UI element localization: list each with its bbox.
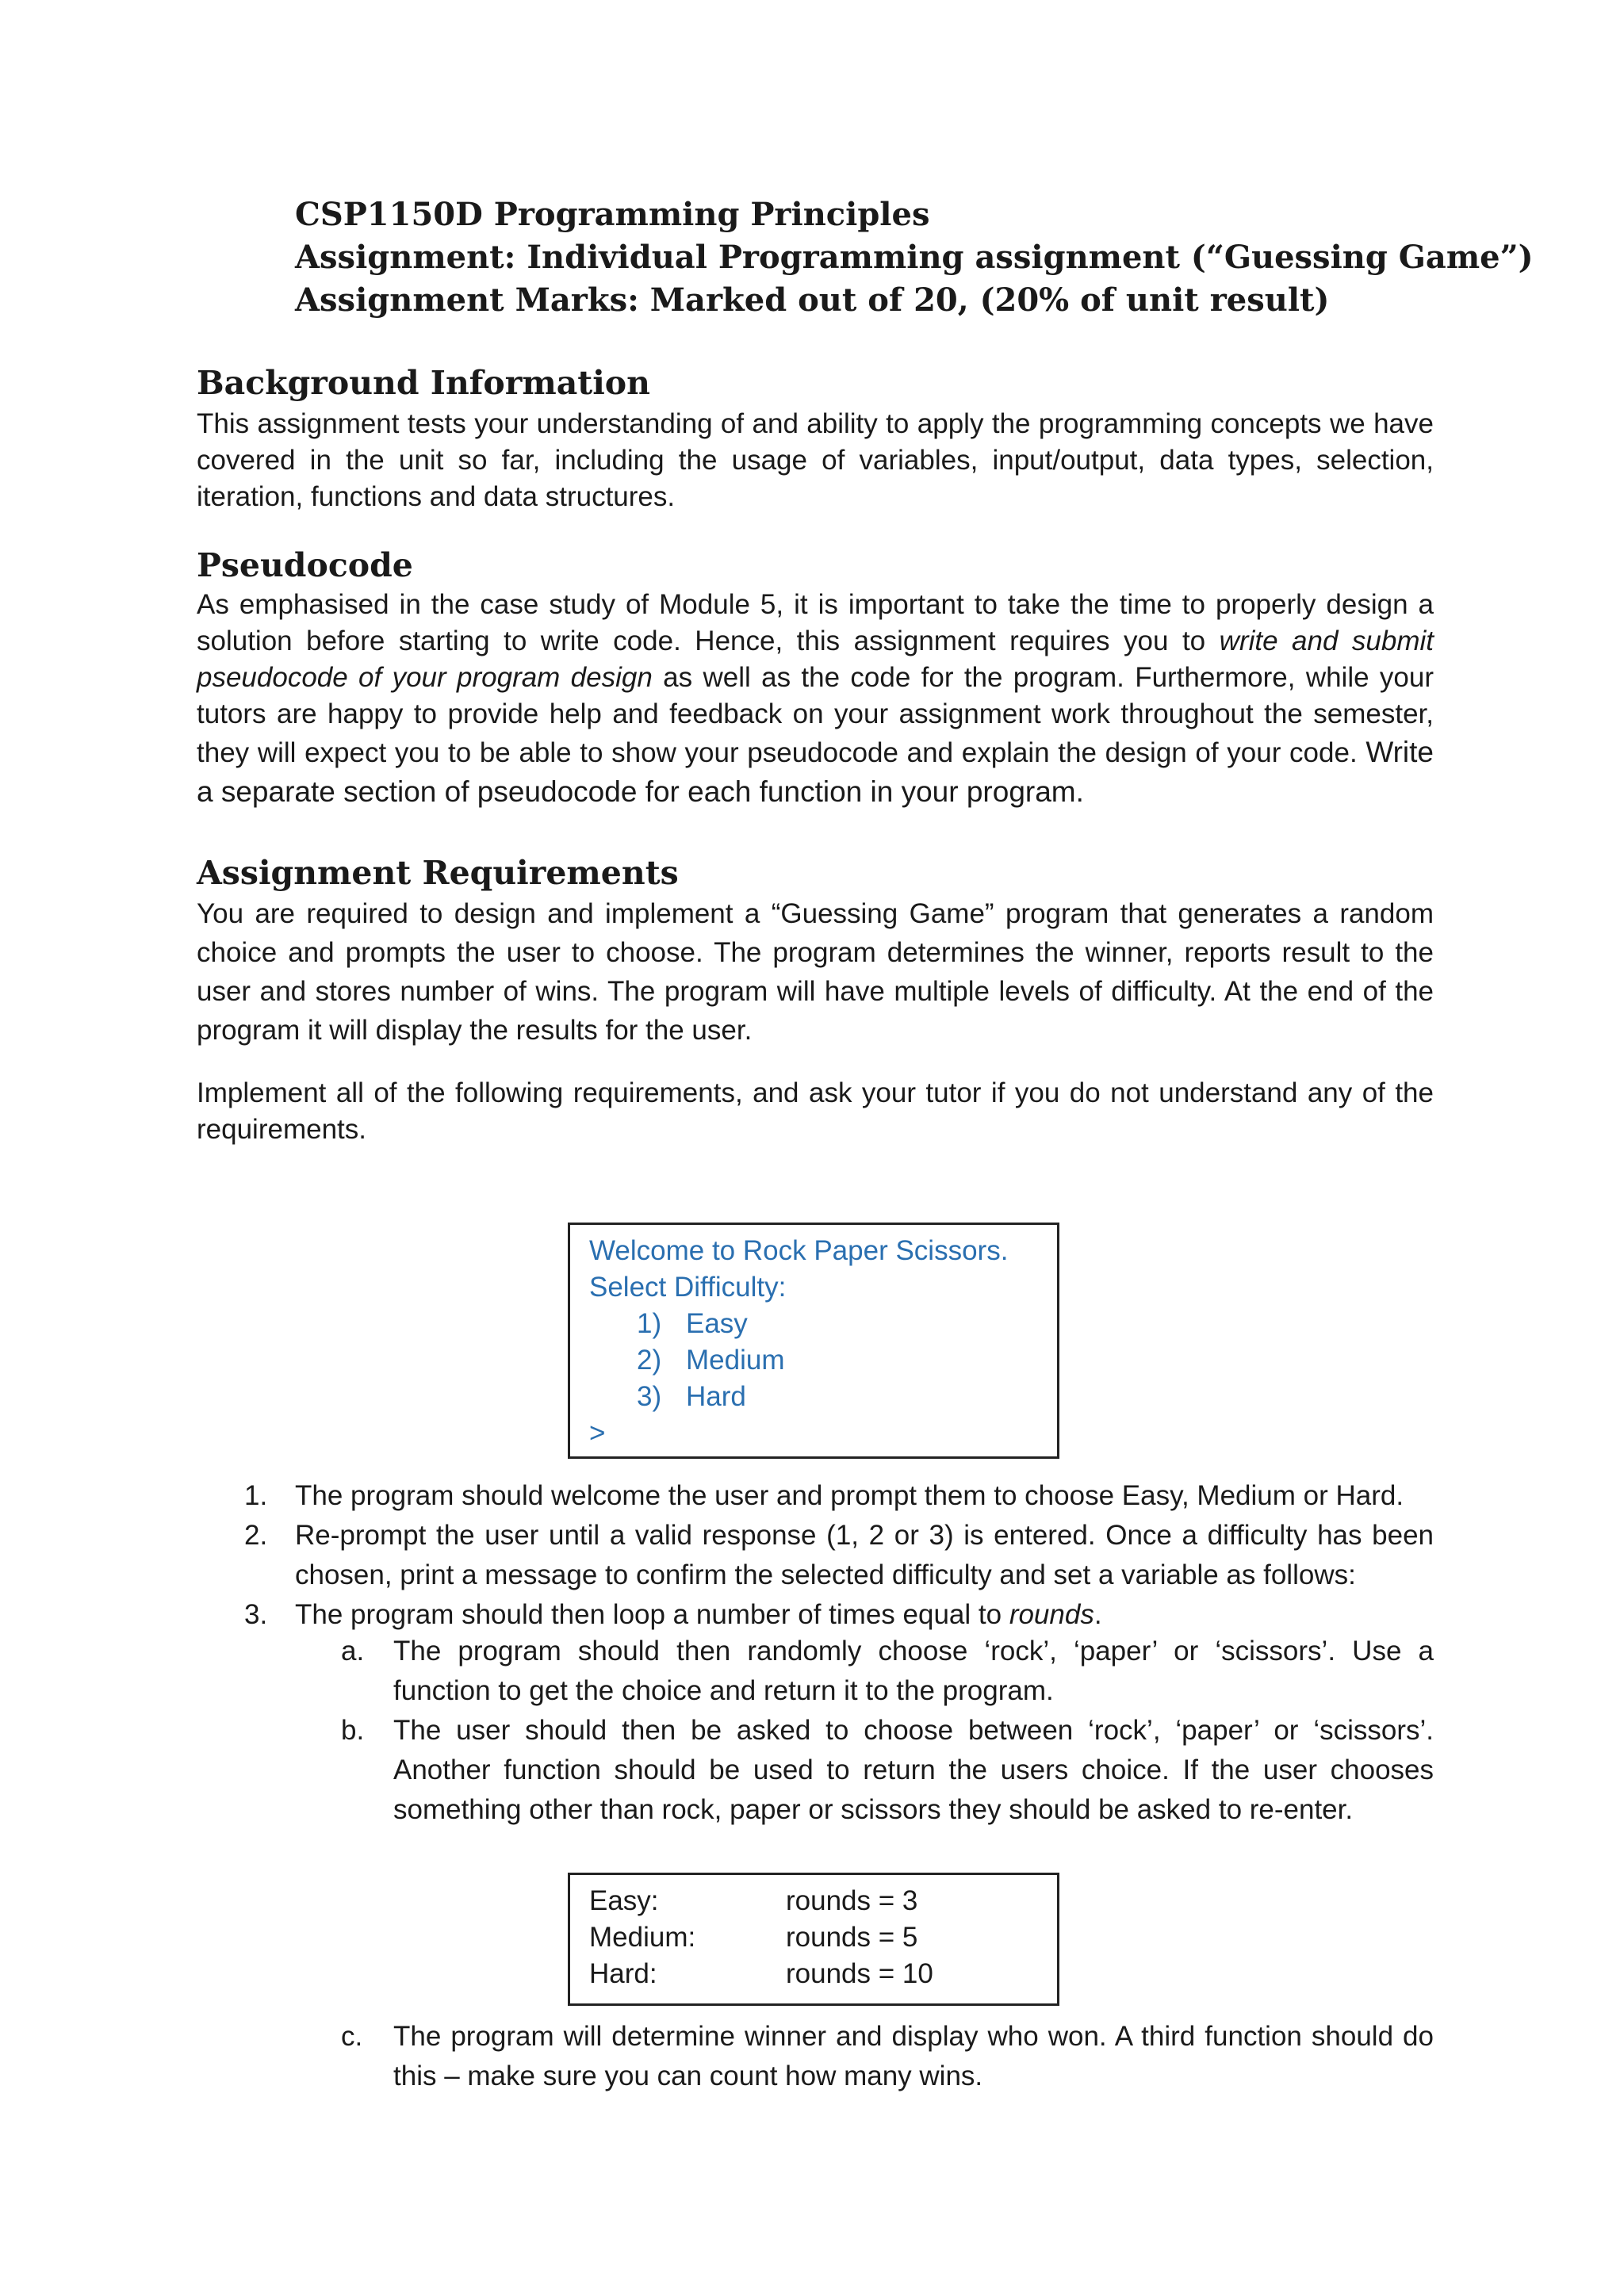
menu-prompt: > xyxy=(589,1418,606,1448)
sub-list-marker: a. xyxy=(341,1636,365,1667)
pseudocode-text-b: as well as the code for the program. Furthermore, while your tutors are happy to provide help and feedback on your assignment work throughout the semester, they will expect you to be able to show your pseudocode and explain the design of your code. xyxy=(197,662,1434,768)
rounds-value: rounds = 10 xyxy=(786,1958,933,1989)
rounds-label: Medium: xyxy=(589,1922,696,1953)
rounds-label: Easy: xyxy=(589,1885,659,1916)
pseudocode-emphasis: write and submit pseudocode of your program design xyxy=(197,626,1434,693)
menu-option-num: 2) xyxy=(637,1345,662,1376)
sub-list-marker: b. xyxy=(341,1715,365,1746)
menu-option-hard xyxy=(589,1379,1038,1415)
assignment-marks: Assignment Marks: Marked out of 20, (20% of unit result) xyxy=(295,281,1330,319)
rounds-label: Hard: xyxy=(589,1958,657,1989)
unit-title: CSP1150D Programming Principles xyxy=(295,196,930,233)
background-heading: Background Information xyxy=(197,364,650,402)
menu-option-medium xyxy=(589,1342,1038,1379)
sub-list-item xyxy=(295,2017,1434,2096)
assignment-title: Assignment: Individual Programming assignment (“Guessing Game”) xyxy=(295,239,1534,276)
sub-list-c xyxy=(295,2017,1434,2096)
sub-list-text: The program should then randomly choose ‘rock’, ‘paper’ or ‘scissors’. Use a function to get the choice and return it to the program. xyxy=(393,1636,1434,1706)
menu-option-label: Easy xyxy=(686,1308,748,1339)
sub-list-marker: c. xyxy=(341,2021,363,2052)
rounds-row xyxy=(589,1956,1038,1992)
rounds-value: rounds = 5 xyxy=(786,1922,918,1953)
rounds-table-box xyxy=(568,1873,1059,2006)
rounds-row xyxy=(589,1883,1038,1919)
list-marker: 3. xyxy=(244,1599,268,1630)
menu-option-easy xyxy=(589,1306,1038,1342)
menu-option-num: 1) xyxy=(637,1308,662,1339)
rounds-value: rounds = 3 xyxy=(786,1885,918,1916)
requirements-implement: Implement all of the following requirements, and ask your tutor if you do not understand any of the requirements. xyxy=(197,1077,1434,1145)
list-marker: 2. xyxy=(244,1520,268,1551)
list-item xyxy=(197,1595,1434,1635)
list-item xyxy=(197,1516,1434,1595)
list-item-text-b: . xyxy=(1094,1599,1102,1630)
requirements-heading: Assignment Requirements xyxy=(197,854,679,892)
sub-list-item xyxy=(295,1632,1434,1711)
requirements-intro: You are required to design and implement a “Guessing Game” program that generates a random choice and prompts the user to choose. The program determines the winner, reports result to the user and stores number of wins. The program will have multiple levels of difficulty. At the end of the program it will display the results for the user. xyxy=(197,898,1434,1046)
list-item-text: Re-prompt the user until a valid response (1, 2 or 3) is entered. Once a difficulty has been chosen, print a message to confirm the selected difficulty and set a variable as follows: xyxy=(295,1520,1434,1590)
sub-list-text: The program will determine winner and display who won. A third function should do this – make sure you can count how many wins. xyxy=(393,2021,1434,2091)
difficulty-menu-box xyxy=(568,1223,1059,1459)
list-item-emphasis: rounds xyxy=(1009,1599,1094,1630)
menu-select: Select Difficulty: xyxy=(589,1272,787,1303)
list-item-text-a: The program should then loop a number of times equal to xyxy=(295,1599,1009,1630)
sub-list-item xyxy=(295,1711,1434,1830)
pseudocode-text-c: Write a separate section of pseudocode for each function in your program. xyxy=(197,736,1434,808)
menu-option-label: Hard xyxy=(686,1381,746,1412)
pseudocode-heading: Pseudocode xyxy=(197,546,413,584)
background-paragraph: This assignment tests your understanding of and ability to apply the programming concepts we have covered in the unit so far, including the usage of variables, input/output, data types, selection, iteration, functions and data structures. xyxy=(197,408,1434,512)
list-marker: 1. xyxy=(244,1480,268,1511)
pseudocode-paragraph xyxy=(197,587,1434,812)
sub-list-text: The user should then be asked to choose between ‘rock’, ‘paper’ or ‘scissors’. Another function should be used to return the users choice. If the user chooses something other than rock, paper or scissors they should be asked to re-enter. xyxy=(393,1715,1434,1825)
menu-option-label: Medium xyxy=(686,1345,785,1376)
pseudocode-text-a: As emphasised in the case study of Module 5, it is important to take the time to properly design a solution before starting to write code. Hence, this assignment requires you to xyxy=(197,589,1434,656)
list-item-text: The program should welcome the user and prompt them to choose Easy, Medium or Hard. xyxy=(295,1480,1404,1511)
list-item xyxy=(197,1476,1434,1516)
menu-welcome: Welcome to Rock Paper Scissors. xyxy=(589,1235,1009,1266)
requirements-list xyxy=(197,1476,1434,1635)
document-header xyxy=(295,193,1532,322)
sub-list-ab xyxy=(295,1632,1434,1830)
rounds-row xyxy=(589,1919,1038,1956)
menu-option-num: 3) xyxy=(637,1381,662,1412)
